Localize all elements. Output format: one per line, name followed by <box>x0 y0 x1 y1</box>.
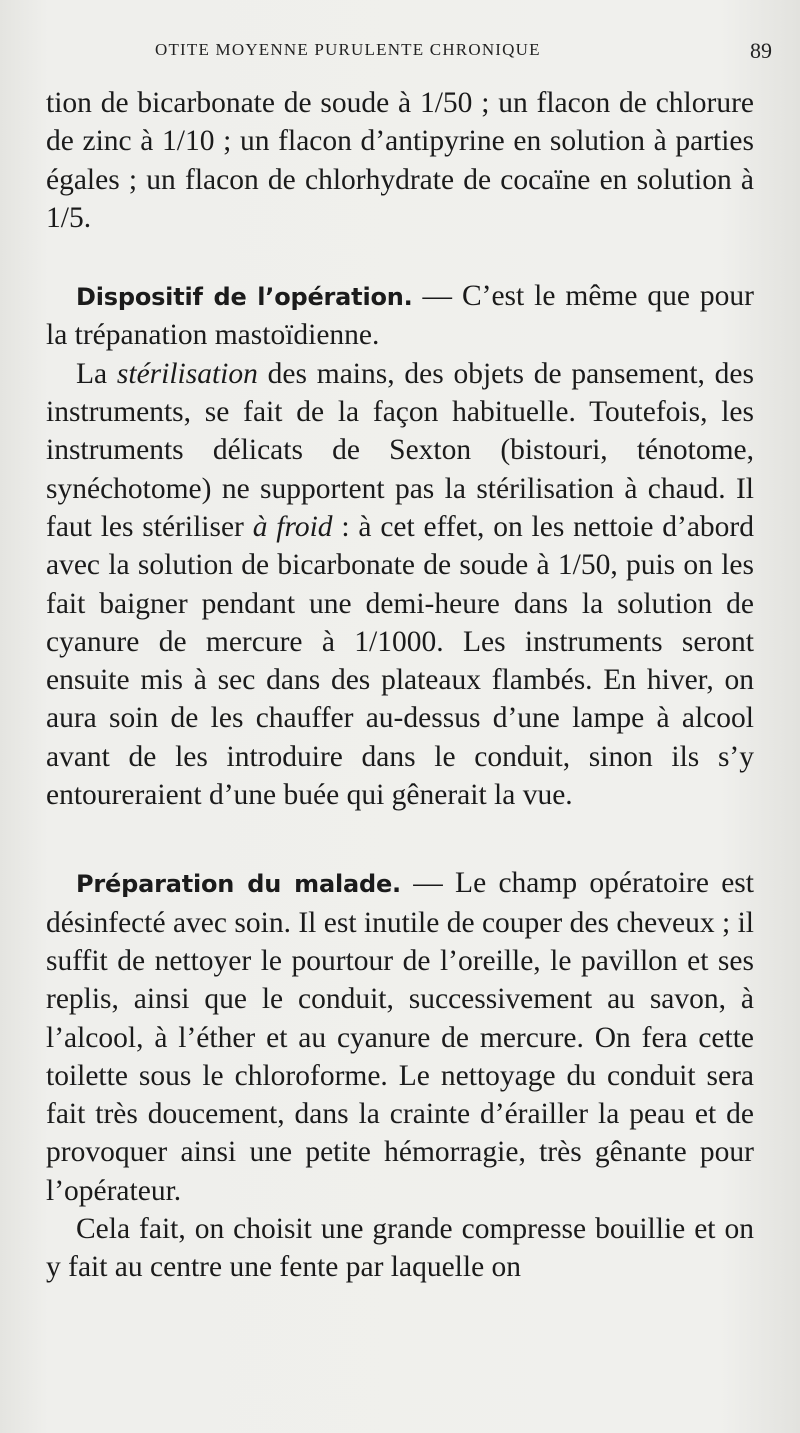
emphasis-a-froid: à froid <box>252 510 333 543</box>
paragraph-dispositif-text: — C’est le même que pour la trépanation mastoïdienne. <box>46 280 754 352</box>
paragraph-preparation <box>46 864 754 1210</box>
paragraph-gap <box>46 814 754 864</box>
paragraph-sterilisation <box>46 355 754 815</box>
page-number: 89 <box>750 38 772 63</box>
paragraph-preparation-text: — Le champ opératoire est désinfecté avec soin. Il est inutile de couper des cheveux ; il suffit de nettoyer le pourtour de l’oreille, le pavillon et ses replis, ainsi que le conduit, successivement au savon, à l’alcool, à l’éther et au cyanure de mercure. On fera cette toilette sous le chloroforme. Le nettoyage du conduit sera fait très doucement, dans la crainte d’érailler la peau et de provoquer ainsi une petite hémorragie, très gênante pour l’opérateur. <box>46 867 754 1207</box>
running-title: OTITE MOYENNE PURULENTE CHRONIQUE <box>155 40 541 59</box>
paragraph-compresse: Cela fait, on choisit une grande compresse bouillie et on y fait au centre une fente par laquelle on <box>46 1213 754 1284</box>
text-run: : à cet effet, on les nettoie d’abord avec la solution de bicarbonate de soude à 1/50, puis on les fait baigner pendant une demi-heure dans la solution de cyanure de mercure à 1/1000. Les instruments seront ensuite mis à sec dans des plateaux flambés. En hiver, on aura soin de les chauffer au-dessus d’une lampe à alcool avant de les introduire dans le conduit, sinon ils s’y entoureraient d’une buée qui gênerait la vue. <box>46 510 754 812</box>
page-header <box>0 38 800 68</box>
text-run: La <box>76 357 117 390</box>
text-run: des mains, des objets de pansement, des instruments, se fait de la façon habituelle. Toutefois, les instruments délicats de Sexton (bistouri, ténotome, synéchotome) ne supportent pas la stérilisation à chaud. Il faut les stériliser <box>46 357 754 543</box>
emphasis-sterilisation: stérilisation <box>116 357 258 390</box>
paragraph-gap <box>46 237 754 277</box>
section-heading-preparation: Préparation du malade. <box>76 870 401 899</box>
section-heading-dispositif: Dispositif de l’opération. <box>76 283 413 312</box>
paragraph-continuation: tion de bicarbonate de soude à 1/50 ; un flacon de chlorure de zinc à 1/10 ; un flacon d’antipyrine en solution à parties égales ; un flacon de chlorhydrate de cocaïne en solution à 1/5. <box>46 87 754 234</box>
body-text <box>46 84 754 1287</box>
paragraph-dispositif <box>46 277 754 355</box>
